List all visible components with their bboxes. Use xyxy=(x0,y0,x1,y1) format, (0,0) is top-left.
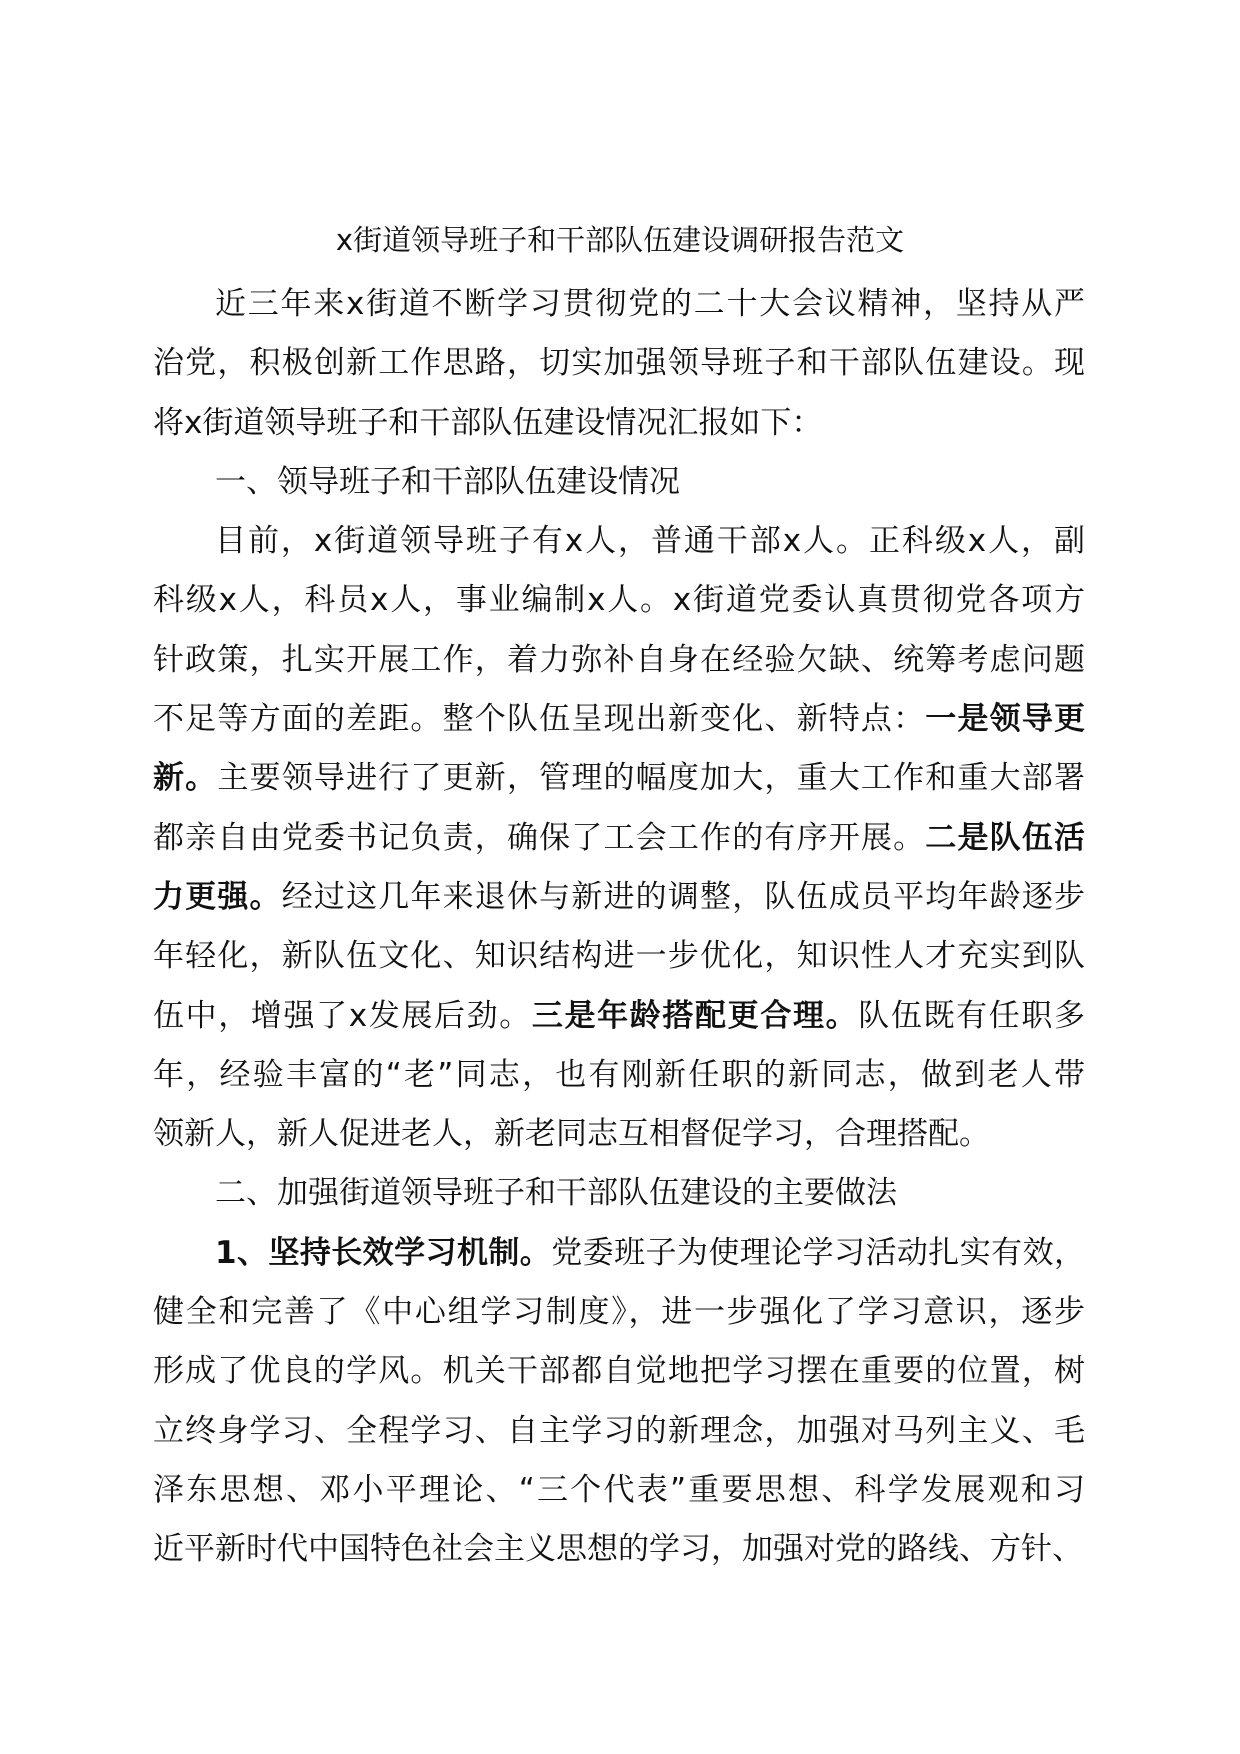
text-segment: 伍中，增强了x发展后劲。 xyxy=(153,997,532,1034)
paragraph-line xyxy=(153,987,1085,1046)
text-segment: 不足等方面的差距。整个队伍呈现出新变化、新特点： xyxy=(153,701,926,738)
paragraph-line xyxy=(153,512,1085,571)
body-paragraph xyxy=(153,512,1085,1164)
paragraph-line xyxy=(153,809,1085,868)
heading-line xyxy=(153,1164,1085,1223)
text-segment: 立终身学习、全程学习、自主学习的新理念，加强对马列主义、毛 xyxy=(153,1412,1085,1449)
paragraph-line xyxy=(153,631,1085,690)
heading-line xyxy=(153,453,1085,512)
paragraph-line xyxy=(153,334,1085,393)
text-segment: 党委班子为使理论学习活动扎实有效， xyxy=(551,1234,1085,1271)
paragraph-line xyxy=(153,1461,1085,1520)
paragraph-line xyxy=(153,1520,1085,1579)
text-segment: 二、加强街道领导班子和干部队伍建设的主要做法 xyxy=(215,1175,897,1212)
bold-text-segment: 三是年龄搭配更合理。 xyxy=(531,997,859,1034)
text-segment: 近平新时代中国特色社会主义思想的学习，加强对党的路线、方针、 xyxy=(153,1531,1083,1568)
text-segment: 主要领导进行了更新，管理的幅度加大，重大工作和重大部署 xyxy=(217,760,1085,797)
text-segment: 泽东思想、邓小平理论、“三个代表”重要思想、科学发展观和习 xyxy=(153,1471,1085,1508)
paragraph-line xyxy=(153,275,1085,334)
text-segment: 目前，x街道领导班子有x人，普通干部x人。正科级x人，副 xyxy=(215,523,1085,560)
paragraph-line xyxy=(153,1402,1085,1461)
paragraph-line xyxy=(153,690,1085,749)
text-segment: 治党，积极创新工作思路，切实加强领导班子和干部队伍建设。现 xyxy=(153,345,1085,382)
paragraph-line xyxy=(153,1046,1085,1105)
document-title: x街道领导班子和干部队伍建设调研报告范文 xyxy=(335,223,905,257)
section-heading xyxy=(153,453,1085,512)
bold-text-segment: 新。 xyxy=(153,760,218,797)
paragraph-line xyxy=(153,1283,1085,1342)
paragraph-line xyxy=(153,1105,1085,1164)
text-segment: 将x街道领导班子和干部队伍建设情况汇报如下： xyxy=(153,404,823,441)
document-body xyxy=(153,275,1085,1580)
text-segment: 近三年来x街道不断学习贯彻党的二十大会议精神，坚持从严 xyxy=(215,286,1085,322)
bold-text-segment: 二是队伍活 xyxy=(925,819,1085,856)
text-segment: 都亲自由党委书记负责，确保了工会工作的有序开展。 xyxy=(153,819,926,856)
text-segment: 领新人，新人促进老人，新老同志互相督促学习，合理搭配。 xyxy=(153,1116,990,1153)
paragraph-line xyxy=(153,1224,1085,1283)
bold-text-segment: 1、坚持长效学习机制。 xyxy=(215,1234,552,1271)
paragraph-line xyxy=(153,1342,1085,1401)
section-heading xyxy=(153,1164,1085,1223)
paragraph-line xyxy=(153,394,1085,453)
text-segment: 年轻化，新队伍文化、知识结构进一步优化，知识性人才充实到队 xyxy=(153,938,1085,975)
paragraph-line xyxy=(153,571,1085,630)
text-segment: 一、领导班子和干部队伍建设情况 xyxy=(215,463,680,500)
text-segment: 健全和完善了《中心组学习制度》，进一步强化了学习意识，逐步 xyxy=(153,1294,1085,1331)
paragraph-line xyxy=(153,749,1085,808)
body-paragraph xyxy=(153,1224,1085,1580)
text-segment: 科级x人，科员x人，事业编制x人。x街道党委认真贯彻党各项方 xyxy=(153,582,1085,619)
text-segment: 年，经验丰富的“老”同志，也有刚新任职的新同志，做到老人带 xyxy=(153,1056,1085,1093)
text-segment: 形成了优良的学风。机关干部都自觉地把学习摆在重要的位置，树 xyxy=(153,1353,1085,1390)
paragraph-line xyxy=(153,868,1085,927)
bold-text-segment: 一是领导更 xyxy=(925,701,1085,738)
paragraph-line xyxy=(153,927,1085,986)
bold-text-segment: 力更强。 xyxy=(153,878,282,915)
body-paragraph xyxy=(153,275,1085,453)
text-segment: 经过这几年来退休与新进的调整，队伍成员平均年龄逐步 xyxy=(281,878,1085,915)
text-segment: 针政策，扎实开展工作，着力弥补自身在经验欠缺、统筹考虑问题 xyxy=(153,641,1085,678)
text-segment: 队伍既有任职多 xyxy=(858,997,1085,1034)
